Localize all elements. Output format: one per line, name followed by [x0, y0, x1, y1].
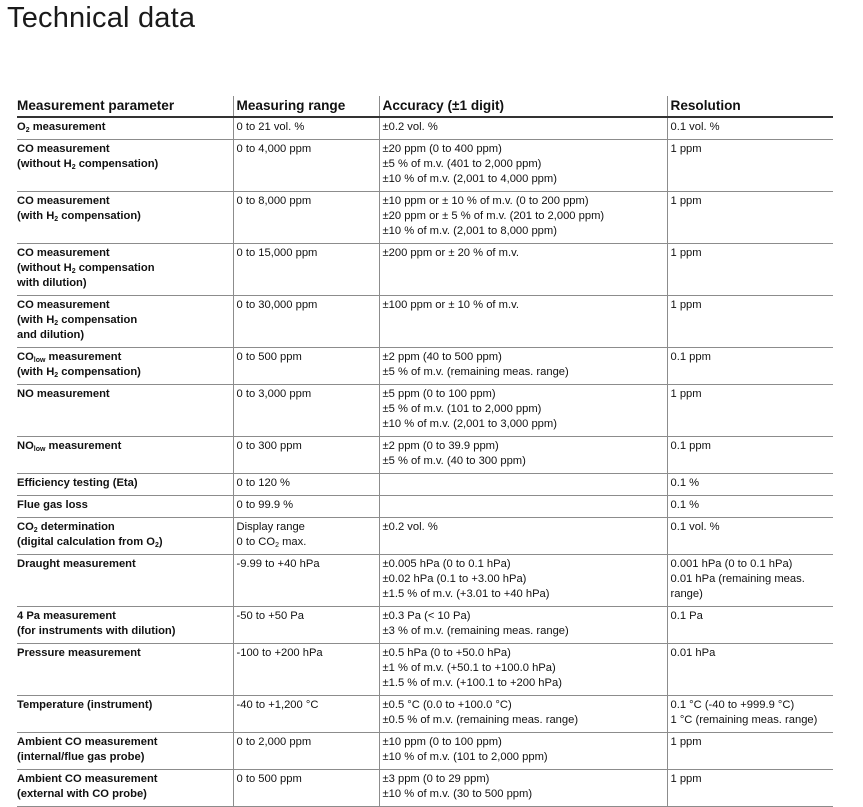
cell-measuring-range	[233, 437, 379, 474]
cell-accuracy	[379, 140, 667, 192]
table-row	[17, 437, 833, 474]
cell-resolution	[667, 696, 833, 733]
cell-resolution	[667, 192, 833, 244]
cell-parameter-line: 4 Pa measurement	[17, 610, 116, 622]
table-row	[17, 385, 833, 437]
table-row	[17, 192, 833, 244]
cell-parameter-line: Draught measurement	[17, 558, 136, 570]
cell-parameter-line: Flue gas loss	[17, 499, 88, 511]
cell-accuracy-line: ±5 % of m.v. (101 to 2,000 ppm)	[382, 403, 542, 415]
cell-accuracy-line: ±0.005 hPa (0 to 0.1 hPa)	[382, 558, 511, 570]
table-row	[17, 496, 833, 518]
cell-parameter	[17, 733, 233, 770]
header-measurement-parameter: Measurement parameter	[17, 96, 233, 117]
cell-parameter-line: (with $H_2$ compensation	[17, 314, 138, 327]
cell-parameter-line: (external with CO probe)	[17, 788, 147, 800]
cell-resolution	[667, 733, 833, 770]
cell-accuracy	[379, 244, 667, 296]
cell-accuracy-line: ±10 ppm or ± 10 % of m.v. (0 to 200 ppm)	[382, 195, 589, 207]
cell-resolution-line: 0.1 vol. %	[670, 521, 720, 533]
cell-resolution-line: 0.01 hPa	[670, 647, 716, 659]
cell-resolution-line: 1 ppm	[670, 388, 702, 400]
cell-accuracy-line: ±5 % of m.v. (40 to 300 ppm)	[382, 455, 526, 467]
cell-accuracy	[379, 770, 667, 807]
cell-accuracy-line: ±0.5 % of m.v. (remaining meas. range)	[382, 714, 579, 726]
cell-parameter-line: Temperature (instrument)	[17, 699, 153, 711]
cell-accuracy-line: ±1 % of m.v. (+50.1 to +100.0 hPa)	[382, 662, 556, 674]
cell-parameter-line: (internal/flue gas probe)	[17, 751, 145, 763]
cell-parameter-line: Pressure measurement	[17, 647, 141, 659]
cell-accuracy	[379, 437, 667, 474]
cell-accuracy	[379, 696, 667, 733]
cell-measuring-range	[233, 296, 379, 348]
cell-parameter-line: CO measurement	[17, 247, 110, 259]
cell-accuracy-line: ±3 % of m.v. (remaining meas. range)	[382, 625, 569, 637]
table-row	[17, 296, 833, 348]
cell-parameter	[17, 696, 233, 733]
cell-measuring-range	[233, 733, 379, 770]
table-row	[17, 348, 833, 385]
cell-accuracy-line: ±10 % of m.v. (2,001 to 4,000 ppm)	[382, 173, 557, 185]
cell-resolution	[667, 244, 833, 296]
cell-accuracy-line: ±20 ppm or ± 5 % of m.v. (201 to 2,000 ppm)	[382, 210, 605, 222]
cell-measuring-range-line: -50 to +50 Pa	[236, 610, 304, 622]
cell-resolution	[667, 348, 833, 385]
cell-measuring-range	[233, 192, 379, 244]
cell-accuracy	[379, 385, 667, 437]
cell-parameter	[17, 244, 233, 296]
cell-accuracy-line: ±10 % of m.v. (30 to 500 ppm)	[382, 788, 533, 800]
table-row	[17, 140, 833, 192]
cell-accuracy-line: ±1.5 % of m.v. (+100.1 to +200 hPa)	[382, 677, 562, 689]
cell-resolution-line: 1 ppm	[670, 773, 702, 785]
cell-parameter	[17, 607, 233, 644]
cell-accuracy-line: ±0.02 hPa (0.1 to +3.00 hPa)	[382, 573, 527, 585]
cell-accuracy-line: ±0.5 hPa (0 to +50.0 hPa)	[382, 647, 511, 659]
cell-resolution-line: range)	[670, 588, 703, 600]
cell-accuracy	[379, 644, 667, 696]
table-row	[17, 733, 833, 770]
cell-accuracy-line: ±5 % of m.v. (remaining meas. range)	[382, 366, 569, 378]
cell-accuracy-line: ±0.5 °C (0.0 to +100.0 °C)	[382, 699, 512, 711]
cell-resolution-line: 0.1 %	[670, 477, 700, 489]
cell-resolution-line: 0.1 vol. %	[670, 121, 720, 133]
cell-resolution-line: 1 ppm	[670, 736, 702, 748]
cell-resolution-line: 1 °C (remaining meas. range)	[670, 714, 818, 726]
cell-parameter-line: (with $H_2$ compensation)	[17, 210, 141, 223]
cell-parameter	[17, 140, 233, 192]
cell-accuracy-line: ±10 ppm (0 to 100 ppm)	[382, 736, 502, 748]
cell-measuring-range	[233, 140, 379, 192]
cell-measuring-range-line: 0 to 99.9 %	[236, 499, 294, 511]
cell-resolution	[667, 385, 833, 437]
cell-accuracy-line: ±5 ppm (0 to 100 ppm)	[382, 388, 496, 400]
cell-accuracy-line: ±10 % of m.v. (2,001 to 8,000 ppm)	[382, 225, 557, 237]
cell-resolution-line: 1 ppm	[670, 195, 702, 207]
cell-parameter	[17, 385, 233, 437]
cell-accuracy	[379, 296, 667, 348]
cell-parameter-line: and dilution)	[17, 329, 85, 341]
cell-accuracy-line: ±10 % of m.v. (101 to 2,000 ppm)	[382, 751, 548, 763]
cell-parameter-line: (without $H_2$ compensation	[17, 262, 155, 275]
cell-resolution-line: 0.1 ppm	[670, 440, 711, 452]
cell-resolution	[667, 607, 833, 644]
page-title: Technical data	[7, 2, 196, 34]
cell-parameter-line: Ambient CO measurement	[17, 773, 158, 785]
cell-parameter	[17, 644, 233, 696]
cell-resolution	[667, 474, 833, 496]
table-header-row	[17, 96, 833, 117]
table-row	[17, 696, 833, 733]
cell-accuracy	[379, 192, 667, 244]
cell-resolution-line: 1 ppm	[670, 299, 702, 311]
cell-accuracy	[379, 348, 667, 385]
cell-accuracy-line: ±200 ppm or ± 20 % of m.v.	[382, 247, 519, 259]
cell-resolution	[667, 496, 833, 518]
cell-resolution-line: 0.001 hPa (0 to 0.1 hPa)	[670, 558, 793, 570]
cell-accuracy-line: ±2 ppm (40 to 500 ppm)	[382, 351, 502, 363]
cell-resolution	[667, 117, 833, 140]
cell-parameter-line: with dilution)	[17, 277, 87, 289]
header-accuracy: Accuracy (±1 digit)	[379, 96, 667, 117]
cell-parameter-line: $NO_{low}$ measurement	[17, 440, 122, 453]
cell-accuracy-line: ±0.3 Pa (< 10 Pa)	[382, 610, 471, 622]
cell-parameter-line: $CO_{low}$ measurement	[17, 351, 122, 364]
cell-accuracy-line: ±1.5 % of m.v. (+3.01 to +40 hPa)	[382, 588, 550, 600]
cell-measuring-range	[233, 474, 379, 496]
cell-accuracy	[379, 733, 667, 770]
technical-data-table	[17, 96, 833, 807]
cell-parameter-line: (with $H_2$ compensation)	[17, 366, 141, 379]
cell-resolution-line: 0.1 ppm	[670, 351, 711, 363]
cell-resolution	[667, 555, 833, 607]
cell-accuracy-line: ±5 % of m.v. (401 to 2,000 ppm)	[382, 158, 542, 170]
cell-measuring-range-line: 0 to 8,000 ppm	[236, 195, 312, 207]
cell-parameter-line: (for instruments with dilution)	[17, 625, 176, 637]
cell-accuracy	[379, 474, 667, 496]
cell-accuracy	[379, 555, 667, 607]
cell-accuracy-line: ±10 % of m.v. (2,001 to 3,000 ppm)	[382, 418, 557, 430]
cell-resolution-line: 1 ppm	[670, 143, 702, 155]
cell-resolution	[667, 296, 833, 348]
cell-measuring-range-line: 0 to 120 %	[236, 477, 290, 489]
table-row	[17, 474, 833, 496]
header-resolution: Resolution	[667, 96, 833, 117]
cell-parameter-line: CO measurement	[17, 195, 110, 207]
cell-parameter	[17, 474, 233, 496]
cell-measuring-range-line: 0 to 30,000 ppm	[236, 299, 318, 311]
cell-accuracy	[379, 496, 667, 518]
cell-measuring-range	[233, 770, 379, 807]
cell-parameter-line: CO measurement	[17, 143, 110, 155]
cell-measuring-range	[233, 117, 379, 140]
table-body	[17, 117, 833, 807]
cell-measuring-range-line: -100 to +200 hPa	[236, 647, 323, 659]
table-row	[17, 644, 833, 696]
cell-resolution-line: 0.1 Pa	[670, 610, 703, 622]
cell-measuring-range-line: -9.99 to +40 hPa	[236, 558, 320, 570]
cell-resolution	[667, 644, 833, 696]
cell-measuring-range-line: 0 to 21 vol. %	[236, 121, 305, 133]
cell-measuring-range	[233, 244, 379, 296]
cell-parameter	[17, 192, 233, 244]
cell-measuring-range	[233, 518, 379, 555]
cell-measuring-range	[233, 348, 379, 385]
cell-parameter	[17, 296, 233, 348]
cell-accuracy	[379, 607, 667, 644]
cell-measuring-range	[233, 607, 379, 644]
cell-parameter-line: Ambient CO measurement	[17, 736, 158, 748]
cell-measuring-range-line: 0 to 300 ppm	[236, 440, 302, 452]
cell-parameter-line: $O_2$ measurement	[17, 121, 106, 134]
cell-parameter	[17, 437, 233, 474]
cell-measuring-range	[233, 696, 379, 733]
table-row	[17, 770, 833, 807]
cell-accuracy	[379, 518, 667, 555]
cell-resolution-line: 0.1 %	[670, 499, 700, 511]
cell-parameter	[17, 348, 233, 385]
table-row	[17, 518, 833, 555]
cell-parameter	[17, 117, 233, 140]
table-row	[17, 244, 833, 296]
cell-parameter-line: Efficiency testing (Eta)	[17, 477, 138, 489]
cell-resolution	[667, 518, 833, 555]
cell-measuring-range-line: 0 to 3,000 ppm	[236, 388, 312, 400]
cell-measuring-range-line: Display range	[236, 521, 305, 533]
cell-resolution	[667, 770, 833, 807]
cell-measuring-range-line: 0 to 2,000 ppm	[236, 736, 312, 748]
cell-parameter	[17, 770, 233, 807]
cell-measuring-range-line: 0 to $CO_2$ max.	[236, 536, 307, 549]
cell-measuring-range	[233, 644, 379, 696]
cell-measuring-range	[233, 385, 379, 437]
cell-parameter-line: (digital calculation from $O_2$)	[17, 536, 163, 549]
header-measuring-range: Measuring range	[233, 96, 379, 117]
cell-measuring-range-line: 0 to 500 ppm	[236, 351, 302, 363]
cell-measuring-range-line: -40 to +1,200 °C	[236, 699, 319, 711]
cell-resolution	[667, 140, 833, 192]
cell-parameter	[17, 555, 233, 607]
table-row	[17, 555, 833, 607]
cell-accuracy-line: ±100 ppm or ± 10 % of m.v.	[382, 299, 519, 311]
cell-resolution-line: 0.01 hPa (remaining meas.	[670, 573, 805, 585]
cell-parameter-line: (without $H_2$ compensation)	[17, 158, 159, 171]
cell-measuring-range	[233, 555, 379, 607]
cell-resolution-line: 0.1 °C (-40 to +999.9 °C)	[670, 699, 795, 711]
cell-accuracy-line: ±3 ppm (0 to 29 ppm)	[382, 773, 490, 785]
cell-parameter-line: NO measurement	[17, 388, 110, 400]
cell-measuring-range	[233, 496, 379, 518]
cell-accuracy-line: ±0.2 vol. %	[382, 121, 438, 133]
cell-parameter	[17, 496, 233, 518]
cell-measuring-range-line: 0 to 500 ppm	[236, 773, 302, 785]
cell-parameter-line: CO measurement	[17, 299, 110, 311]
cell-measuring-range-line: 0 to 15,000 ppm	[236, 247, 318, 259]
cell-accuracy	[379, 117, 667, 140]
cell-parameter	[17, 518, 233, 555]
table-row	[17, 607, 833, 644]
cell-parameter-line: $CO_2$ determination	[17, 521, 115, 534]
cell-measuring-range-line: 0 to 4,000 ppm	[236, 143, 312, 155]
cell-accuracy-line: ±20 ppm (0 to 400 ppm)	[382, 143, 502, 155]
table-row	[17, 117, 833, 140]
cell-resolution	[667, 437, 833, 474]
cell-accuracy-line: ±0.2 vol. %	[382, 521, 438, 533]
cell-resolution-line: 1 ppm	[670, 247, 702, 259]
cell-accuracy-line: ±2 ppm (0 to 39.9 ppm)	[382, 440, 499, 452]
